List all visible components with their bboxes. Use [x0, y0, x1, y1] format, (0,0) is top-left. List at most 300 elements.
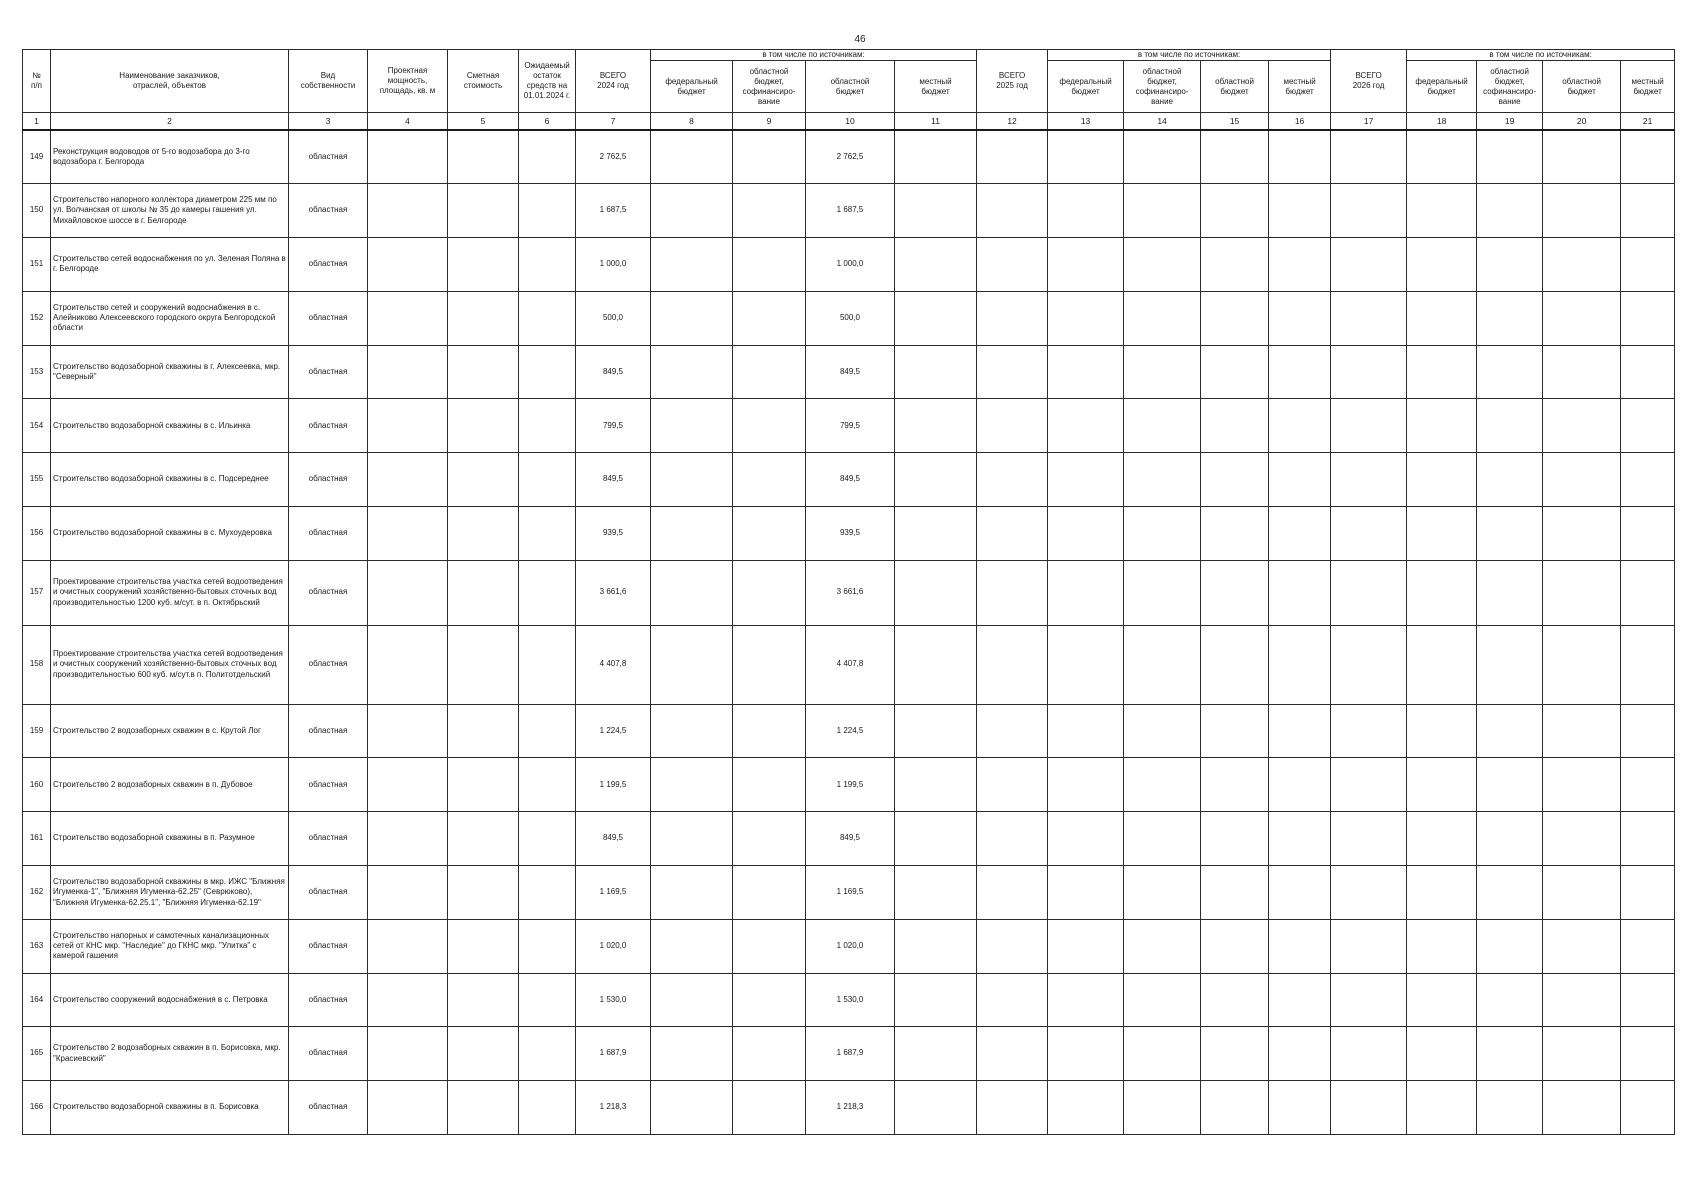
federal-2025-cell: [1048, 506, 1124, 560]
header-regional-2026: областной бюджет: [1543, 61, 1621, 113]
budget-table: [22, 49, 1675, 1135]
expected-balance-cell: [519, 291, 576, 345]
ownership-type: областная: [289, 506, 368, 560]
estimated-cost-cell: [448, 345, 519, 399]
regional-2025-cell: [1201, 291, 1269, 345]
expected-balance-cell: [519, 506, 576, 560]
expected-balance-cell: [519, 865, 576, 919]
total-2025-cell: [977, 812, 1048, 866]
header-local-2024: местный бюджет: [895, 61, 977, 113]
total-2024: 4 407,8: [576, 625, 651, 704]
local-2026-cell: [1621, 399, 1675, 453]
row-number: 166: [23, 1081, 51, 1135]
total-2025-cell: [977, 291, 1048, 345]
total-2024: 849,5: [576, 812, 651, 866]
federal-2024-cell: [651, 865, 733, 919]
row-number: 165: [23, 1027, 51, 1081]
object-name: Строительство сетей водоснабжения по ул. Зеленая Поляна в г. Белгороде: [51, 238, 289, 292]
regional-cofin-2025-cell: [1124, 973, 1201, 1027]
regional-2025-cell: [1201, 184, 1269, 238]
local-2025-cell: [1269, 704, 1331, 758]
total-2026-cell: [1331, 919, 1407, 973]
local-2025-cell: [1269, 345, 1331, 399]
regional-2026-cell: [1543, 704, 1621, 758]
federal-2026-cell: [1407, 704, 1477, 758]
regional-cofin-2025-cell: [1124, 184, 1201, 238]
regional-2025-cell: [1201, 919, 1269, 973]
expected-balance-cell: [519, 453, 576, 507]
table-row: [23, 758, 1675, 812]
federal-2026-cell: [1407, 812, 1477, 866]
federal-2025-cell: [1048, 973, 1124, 1027]
total-2024: 849,5: [576, 345, 651, 399]
regional-2024: 1 687,5: [806, 184, 895, 238]
regional-2024: 1 000,0: [806, 238, 895, 292]
federal-2026-cell: [1407, 184, 1477, 238]
federal-2026-cell: [1407, 973, 1477, 1027]
local-2025-cell: [1269, 758, 1331, 812]
total-2026-cell: [1331, 238, 1407, 292]
regional-2025-cell: [1201, 399, 1269, 453]
ownership-type: областная: [289, 291, 368, 345]
federal-2026-cell: [1407, 865, 1477, 919]
column-number: 21: [1621, 113, 1675, 131]
regional-2026-cell: [1543, 973, 1621, 1027]
object-name: Строительство напорных и самотечных канализационных сетей от КНС мкр. "Наследие" до ГКНС мкр. "Улитка" с камерой гашения: [51, 919, 289, 973]
expected-balance-cell: [519, 184, 576, 238]
federal-2025-cell: [1048, 291, 1124, 345]
regional-cofin-2025-cell: [1124, 291, 1201, 345]
total-2025-cell: [977, 453, 1048, 507]
regional-2025-cell: [1201, 453, 1269, 507]
federal-2025-cell: [1048, 1027, 1124, 1081]
local-2026-cell: [1621, 506, 1675, 560]
regional-cofin-2024-cell: [733, 973, 806, 1027]
total-2026-cell: [1331, 345, 1407, 399]
regional-2024: 1 224,5: [806, 704, 895, 758]
regional-2024: 799,5: [806, 399, 895, 453]
header-regional-2025: областной бюджет: [1201, 61, 1269, 113]
table-row: [23, 238, 1675, 292]
regional-2024: 849,5: [806, 812, 895, 866]
regional-cofin-2024-cell: [733, 506, 806, 560]
local-2024-cell: [895, 560, 977, 625]
regional-cofin-2024-cell: [733, 345, 806, 399]
regional-2026-cell: [1543, 184, 1621, 238]
local-2026-cell: [1621, 184, 1675, 238]
table-row: [23, 865, 1675, 919]
row-number: 160: [23, 758, 51, 812]
federal-2024-cell: [651, 453, 733, 507]
regional-cofin-2025-cell: [1124, 919, 1201, 973]
header-federal-2024: федеральный бюджет: [651, 61, 733, 113]
capacity-cell: [368, 758, 448, 812]
column-number: 20: [1543, 113, 1621, 131]
local-2025-cell: [1269, 560, 1331, 625]
estimated-cost-cell: [448, 704, 519, 758]
total-2025-cell: [977, 184, 1048, 238]
total-2026-cell: [1331, 399, 1407, 453]
header-local-2025: местный бюджет: [1269, 61, 1331, 113]
header-federal-2025: федеральный бюджет: [1048, 61, 1124, 113]
header-estimated-cost: Сметная стоимость: [448, 50, 519, 113]
federal-2024-cell: [651, 560, 733, 625]
local-2026-cell: [1621, 973, 1675, 1027]
capacity-cell: [368, 184, 448, 238]
ownership-type: областная: [289, 919, 368, 973]
regional-2026-cell: [1543, 345, 1621, 399]
local-2024-cell: [895, 399, 977, 453]
estimated-cost-cell: [448, 238, 519, 292]
regional-2026-cell: [1543, 812, 1621, 866]
regional-cofin-2026-cell: [1477, 812, 1543, 866]
regional-2025-cell: [1201, 1081, 1269, 1135]
local-2024-cell: [895, 1027, 977, 1081]
local-2026-cell: [1621, 291, 1675, 345]
federal-2024-cell: [651, 625, 733, 704]
table-row: [23, 919, 1675, 973]
expected-balance-cell: [519, 704, 576, 758]
federal-2026-cell: [1407, 625, 1477, 704]
row-number: 161: [23, 812, 51, 866]
regional-2026-cell: [1543, 1027, 1621, 1081]
row-number: 159: [23, 704, 51, 758]
ownership-type: областная: [289, 345, 368, 399]
local-2026-cell: [1621, 812, 1675, 866]
regional-2025-cell: [1201, 130, 1269, 184]
regional-cofin-2024-cell: [733, 184, 806, 238]
header-expected-balance: Ожидаемый остаток средств на 01.01.2024 г.: [519, 50, 576, 113]
total-2025-cell: [977, 506, 1048, 560]
total-2025-cell: [977, 1081, 1048, 1135]
column-number-row: [23, 113, 1675, 131]
federal-2025-cell: [1048, 453, 1124, 507]
regional-cofin-2025-cell: [1124, 453, 1201, 507]
federal-2024-cell: [651, 184, 733, 238]
row-number: 163: [23, 919, 51, 973]
regional-cofin-2025-cell: [1124, 345, 1201, 399]
table-body: [23, 130, 1675, 1135]
federal-2025-cell: [1048, 345, 1124, 399]
regional-cofin-2026-cell: [1477, 919, 1543, 973]
table-row: [23, 291, 1675, 345]
estimated-cost-cell: [448, 812, 519, 866]
local-2026-cell: [1621, 1027, 1675, 1081]
row-number: 153: [23, 345, 51, 399]
total-2025-cell: [977, 919, 1048, 973]
table-row: [23, 973, 1675, 1027]
local-2024-cell: [895, 625, 977, 704]
capacity-cell: [368, 506, 448, 560]
expected-balance-cell: [519, 625, 576, 704]
header-total-2026: ВСЕГО 2026 год: [1331, 50, 1407, 113]
federal-2026-cell: [1407, 560, 1477, 625]
object-name: Строительство сооружений водоснабжения в с. Петровка: [51, 973, 289, 1027]
total-2024: 1 687,9: [576, 1027, 651, 1081]
total-2025-cell: [977, 1027, 1048, 1081]
total-2024: 939,5: [576, 506, 651, 560]
local-2026-cell: [1621, 130, 1675, 184]
ownership-type: областная: [289, 1027, 368, 1081]
regional-cofin-2026-cell: [1477, 130, 1543, 184]
local-2025-cell: [1269, 1027, 1331, 1081]
total-2024: 1 218,3: [576, 1081, 651, 1135]
header-sources-2026: в том числе по источникам:: [1407, 50, 1675, 61]
ownership-type: областная: [289, 704, 368, 758]
regional-cofin-2024-cell: [733, 704, 806, 758]
local-2025-cell: [1269, 506, 1331, 560]
total-2024: 3 661,6: [576, 560, 651, 625]
regional-cofin-2026-cell: [1477, 1081, 1543, 1135]
regional-cofin-2025-cell: [1124, 238, 1201, 292]
object-name: Проектирование строительства участка сетей водоотведения и очистных сооружений хозяйственно-бытовых сточных вод производительностью 600 куб. м/сут.в п. Политотдельский: [51, 625, 289, 704]
regional-2025-cell: [1201, 345, 1269, 399]
federal-2026-cell: [1407, 506, 1477, 560]
capacity-cell: [368, 1081, 448, 1135]
column-number: 19: [1477, 113, 1543, 131]
local-2026-cell: [1621, 238, 1675, 292]
estimated-cost-cell: [448, 453, 519, 507]
regional-cofin-2024-cell: [733, 865, 806, 919]
row-number: 162: [23, 865, 51, 919]
header-total-2025: ВСЕГО 2025 год: [977, 50, 1048, 113]
page-number: 46: [854, 34, 866, 45]
local-2025-cell: [1269, 625, 1331, 704]
column-number: 3: [289, 113, 368, 131]
regional-2024: 1 169,5: [806, 865, 895, 919]
regional-cofin-2026-cell: [1477, 625, 1543, 704]
object-name: Строительство водозаборной скважины в с. Подсереднее: [51, 453, 289, 507]
total-2024: 2 762,5: [576, 130, 651, 184]
regional-2024: 939,5: [806, 506, 895, 560]
local-2025-cell: [1269, 238, 1331, 292]
ownership-type: областная: [289, 399, 368, 453]
capacity-cell: [368, 812, 448, 866]
regional-cofin-2026-cell: [1477, 453, 1543, 507]
federal-2025-cell: [1048, 238, 1124, 292]
ownership-type: областная: [289, 758, 368, 812]
federal-2026-cell: [1407, 1081, 1477, 1135]
total-2024: 500,0: [576, 291, 651, 345]
total-2025-cell: [977, 865, 1048, 919]
regional-cofin-2025-cell: [1124, 1027, 1201, 1081]
column-number: 12: [977, 113, 1048, 131]
capacity-cell: [368, 560, 448, 625]
total-2026-cell: [1331, 560, 1407, 625]
regional-2024: 1 530,0: [806, 973, 895, 1027]
regional-cofin-2024-cell: [733, 758, 806, 812]
federal-2024-cell: [651, 506, 733, 560]
local-2024-cell: [895, 973, 977, 1027]
local-2026-cell: [1621, 1081, 1675, 1135]
local-2025-cell: [1269, 130, 1331, 184]
regional-cofin-2024-cell: [733, 291, 806, 345]
regional-2025-cell: [1201, 758, 1269, 812]
federal-2026-cell: [1407, 453, 1477, 507]
total-2026-cell: [1331, 291, 1407, 345]
federal-2025-cell: [1048, 812, 1124, 866]
regional-cofin-2026-cell: [1477, 865, 1543, 919]
regional-cofin-2025-cell: [1124, 399, 1201, 453]
object-name: Строительство водозаборной скважины в г. Алексеевка, мкр. "Северный": [51, 345, 289, 399]
federal-2025-cell: [1048, 919, 1124, 973]
estimated-cost-cell: [448, 865, 519, 919]
column-number: 16: [1269, 113, 1331, 131]
estimated-cost-cell: [448, 399, 519, 453]
object-name: Строительство сетей и сооружений водоснабжения в с. Алейниково Алексеевского городского округа Белгородской области: [51, 291, 289, 345]
expected-balance-cell: [519, 130, 576, 184]
regional-2026-cell: [1543, 291, 1621, 345]
federal-2026-cell: [1407, 345, 1477, 399]
regional-2026-cell: [1543, 399, 1621, 453]
total-2024: 1 224,5: [576, 704, 651, 758]
total-2024: 1 169,5: [576, 865, 651, 919]
header-federal-2026: федеральный бюджет: [1407, 61, 1477, 113]
federal-2025-cell: [1048, 184, 1124, 238]
regional-2026-cell: [1543, 453, 1621, 507]
federal-2026-cell: [1407, 238, 1477, 292]
regional-2025-cell: [1201, 704, 1269, 758]
total-2024: 1 530,0: [576, 973, 651, 1027]
federal-2025-cell: [1048, 704, 1124, 758]
capacity-cell: [368, 919, 448, 973]
federal-2026-cell: [1407, 130, 1477, 184]
ownership-type: областная: [289, 560, 368, 625]
total-2024: 1 000,0: [576, 238, 651, 292]
local-2024-cell: [895, 453, 977, 507]
regional-2025-cell: [1201, 506, 1269, 560]
local-2026-cell: [1621, 453, 1675, 507]
table-row: [23, 625, 1675, 704]
column-number: 1: [23, 113, 51, 131]
estimated-cost-cell: [448, 625, 519, 704]
regional-cofin-2024-cell: [733, 625, 806, 704]
regional-2024: 849,5: [806, 453, 895, 507]
column-number: 11: [895, 113, 977, 131]
federal-2024-cell: [651, 919, 733, 973]
total-2026-cell: [1331, 184, 1407, 238]
local-2026-cell: [1621, 704, 1675, 758]
object-name: Строительство 2 водозаборных скважин в с. Крутой Лог: [51, 704, 289, 758]
local-2024-cell: [895, 345, 977, 399]
regional-cofin-2026-cell: [1477, 973, 1543, 1027]
federal-2024-cell: [651, 399, 733, 453]
federal-2025-cell: [1048, 130, 1124, 184]
local-2025-cell: [1269, 919, 1331, 973]
regional-cofin-2025-cell: [1124, 1081, 1201, 1135]
local-2024-cell: [895, 1081, 977, 1135]
table-row: [23, 130, 1675, 184]
total-2024: 1 687,5: [576, 184, 651, 238]
regional-cofin-2026-cell: [1477, 184, 1543, 238]
regional-2026-cell: [1543, 560, 1621, 625]
local-2024-cell: [895, 184, 977, 238]
object-name: Строительство 2 водозаборных скважин в п. Борисовка, мкр. "Красиевский": [51, 1027, 289, 1081]
column-number: 14: [1124, 113, 1201, 131]
regional-2026-cell: [1543, 1081, 1621, 1135]
total-2025-cell: [977, 130, 1048, 184]
expected-balance-cell: [519, 1027, 576, 1081]
federal-2024-cell: [651, 238, 733, 292]
regional-2026-cell: [1543, 625, 1621, 704]
row-number: 155: [23, 453, 51, 507]
table-row: [23, 453, 1675, 507]
estimated-cost-cell: [448, 291, 519, 345]
total-2025-cell: [977, 973, 1048, 1027]
estimated-cost-cell: [448, 560, 519, 625]
row-number: 152: [23, 291, 51, 345]
row-number: 158: [23, 625, 51, 704]
capacity-cell: [368, 399, 448, 453]
regional-cofin-2026-cell: [1477, 758, 1543, 812]
regional-2024: 2 762,5: [806, 130, 895, 184]
regional-cofin-2024-cell: [733, 560, 806, 625]
object-name: Строительство 2 водозаборных скважин в п. Дубовое: [51, 758, 289, 812]
local-2026-cell: [1621, 919, 1675, 973]
regional-cofin-2026-cell: [1477, 238, 1543, 292]
regional-2024: 1 199,5: [806, 758, 895, 812]
regional-cofin-2024-cell: [733, 130, 806, 184]
table-row: [23, 506, 1675, 560]
regional-2025-cell: [1201, 560, 1269, 625]
local-2024-cell: [895, 291, 977, 345]
total-2026-cell: [1331, 130, 1407, 184]
object-name: Строительство водозаборной скважины в с. Мухоудеровка: [51, 506, 289, 560]
header-regional-2024: областной бюджет: [806, 61, 895, 113]
local-2024-cell: [895, 865, 977, 919]
row-number: 164: [23, 973, 51, 1027]
total-2026-cell: [1331, 865, 1407, 919]
total-2024: 1 020,0: [576, 919, 651, 973]
total-2025-cell: [977, 345, 1048, 399]
header-name: Наименование заказчиков, отраслей, объектов: [51, 50, 289, 113]
capacity-cell: [368, 625, 448, 704]
regional-2024: 1 020,0: [806, 919, 895, 973]
federal-2025-cell: [1048, 399, 1124, 453]
expected-balance-cell: [519, 399, 576, 453]
row-number: 154: [23, 399, 51, 453]
regional-cofin-2025-cell: [1124, 625, 1201, 704]
local-2025-cell: [1269, 812, 1331, 866]
total-2026-cell: [1331, 812, 1407, 866]
local-2025-cell: [1269, 865, 1331, 919]
column-number: 13: [1048, 113, 1124, 131]
federal-2026-cell: [1407, 919, 1477, 973]
regional-2025-cell: [1201, 812, 1269, 866]
table-row: [23, 184, 1675, 238]
ownership-type: областная: [289, 973, 368, 1027]
estimated-cost-cell: [448, 1081, 519, 1135]
header-sources-2024: в том числе по источникам:: [651, 50, 977, 61]
federal-2025-cell: [1048, 560, 1124, 625]
regional-2024: 3 661,6: [806, 560, 895, 625]
estimated-cost-cell: [448, 184, 519, 238]
local-2024-cell: [895, 130, 977, 184]
local-2026-cell: [1621, 758, 1675, 812]
local-2026-cell: [1621, 345, 1675, 399]
ownership-type: областная: [289, 238, 368, 292]
federal-2024-cell: [651, 345, 733, 399]
capacity-cell: [368, 238, 448, 292]
estimated-cost-cell: [448, 919, 519, 973]
regional-2026-cell: [1543, 130, 1621, 184]
federal-2024-cell: [651, 758, 733, 812]
header-total-2024: ВСЕГО 2024 год: [576, 50, 651, 113]
local-2024-cell: [895, 238, 977, 292]
ownership-type: областная: [289, 865, 368, 919]
total-2025-cell: [977, 704, 1048, 758]
total-2026-cell: [1331, 506, 1407, 560]
